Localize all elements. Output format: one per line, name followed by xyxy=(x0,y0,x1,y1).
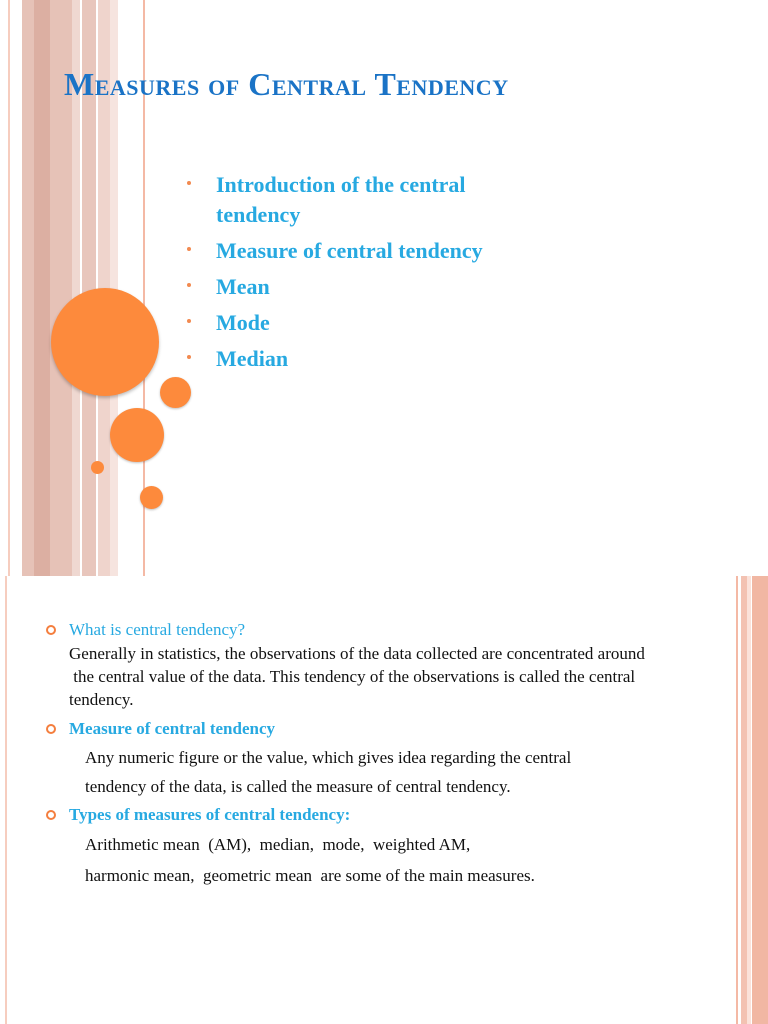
decor-stripe xyxy=(747,576,751,1024)
decor-circle-large xyxy=(51,288,159,396)
decor-circle xyxy=(160,377,191,408)
topic-label: Introduction of the central tendency xyxy=(216,172,466,227)
section-heading xyxy=(44,618,734,642)
text-line: tendency of the data, is called the measure of central tendency. xyxy=(85,777,511,796)
text-line: harmonic mean, geometric mean are some of the main measures. xyxy=(85,866,535,885)
topic-label: Mean xyxy=(216,274,270,299)
decor-stripe xyxy=(736,576,738,1024)
topic-item xyxy=(184,308,544,338)
heading-text: Types of measures of central tendency: xyxy=(69,805,351,824)
topic-label: Measure of central tendency xyxy=(216,238,483,263)
bullet-icon xyxy=(187,181,191,185)
decor-circle xyxy=(140,486,163,509)
text-line: tendency. xyxy=(69,690,134,709)
paragraph xyxy=(44,642,734,711)
text-line: Arithmetic mean (AM), median, mode, weighted AM, xyxy=(85,835,471,854)
slide-content xyxy=(44,618,734,891)
bullet-ring-icon xyxy=(46,810,56,820)
topic-label: Median xyxy=(216,346,289,371)
heading-text: Measure of central tendency xyxy=(69,719,275,738)
text-line: Any numeric figure or the value, which gives idea regarding the central xyxy=(85,748,572,767)
bullet-icon xyxy=(187,355,191,359)
heading-text: What is central tendency? xyxy=(69,620,246,639)
decor-stripe xyxy=(5,576,7,1024)
decor-stripe xyxy=(752,576,768,1024)
topic-item xyxy=(184,170,544,230)
bullet-ring-icon xyxy=(46,625,56,635)
bullet-icon xyxy=(187,247,191,251)
bullet-icon xyxy=(187,319,191,323)
topic-item xyxy=(184,272,544,302)
topic-item xyxy=(184,236,544,266)
topic-label: Mode xyxy=(216,310,270,335)
bullet-icon xyxy=(187,283,191,287)
content-slide xyxy=(0,576,768,1024)
paragraph xyxy=(44,743,734,801)
text-line: Generally in statistics, the observations of the data collected are concentrated around xyxy=(69,644,645,663)
decor-stripe xyxy=(34,0,50,576)
topic-list xyxy=(184,170,544,380)
bullet-ring-icon xyxy=(46,724,56,734)
section-heading xyxy=(44,717,734,741)
text-line: the central value of the data. This tendency of the observations is called the central xyxy=(69,667,636,686)
topic-item xyxy=(184,344,544,374)
decor-stripe xyxy=(8,0,10,576)
slide-title: Measures of Central Tendency xyxy=(64,66,509,102)
section-heading xyxy=(44,803,734,827)
decor-circle-small xyxy=(91,461,104,474)
paragraph xyxy=(44,829,734,891)
decor-circle xyxy=(110,408,164,462)
